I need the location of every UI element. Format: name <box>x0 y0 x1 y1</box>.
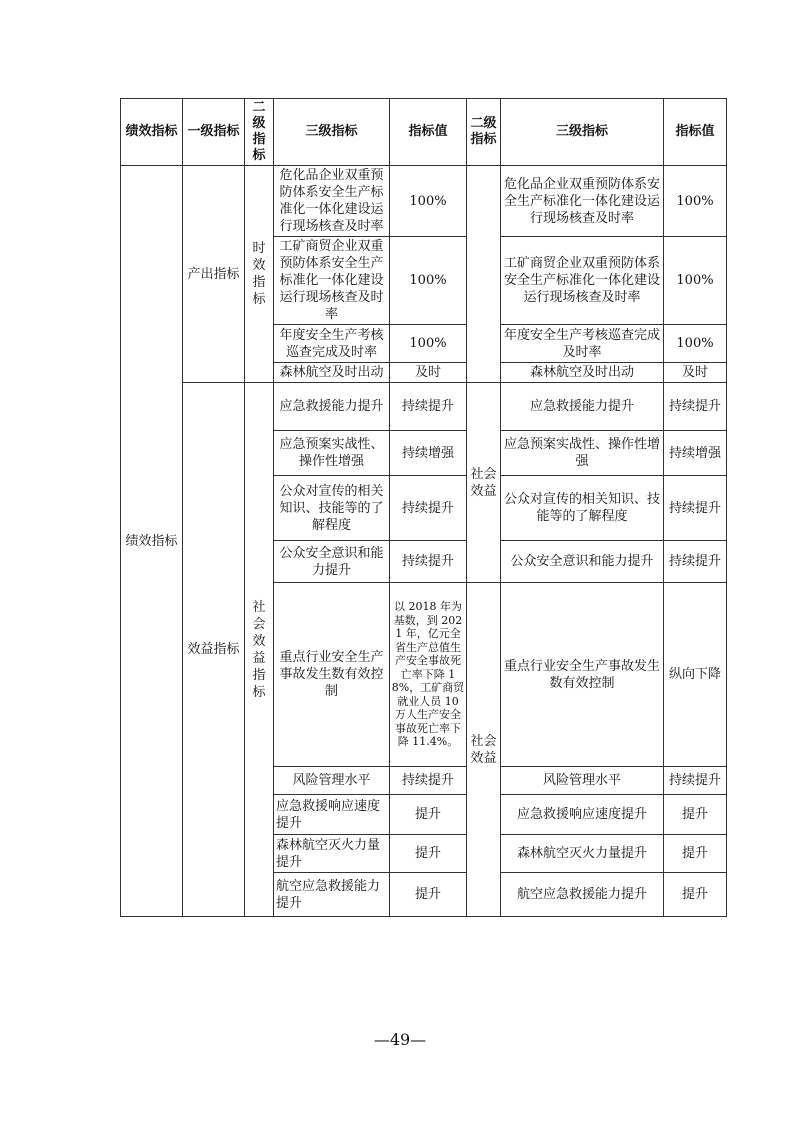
level3-name-cell: 年度安全生产考核巡查完成及时率 <box>274 325 390 363</box>
level3-name-cell: 风险管理水平 <box>274 767 390 795</box>
indicator-value-cell-right: 持续增强 <box>664 431 727 476</box>
header-indicator-value: 指标值 <box>390 99 467 166</box>
indicator-value-cell: 持续提升 <box>390 767 467 795</box>
indicator-value-cell-right: 持续提升 <box>664 383 727 431</box>
timeliness-indicator-cell: 时效指标 <box>245 166 274 383</box>
indicator-value-cell-right: 持续提升 <box>664 541 727 583</box>
level3-name-cell: 应急预案实战性、操作性增强 <box>274 431 390 476</box>
level3-name-cell: 公众安全意识和能力提升 <box>274 541 390 583</box>
social-benefit-indicator-cell: 社会效益指标 <box>245 383 274 917</box>
level3-name-cell-right: 应急救援响应速度提升 <box>501 795 664 835</box>
indicator-value-cell-right: 100% <box>664 237 727 325</box>
output-indicator-cell: 产出指标 <box>183 166 245 383</box>
page-number: —49— <box>373 1030 427 1049</box>
level3-name-cell: 重点行业安全生产事故发生数有效控制 <box>274 583 390 767</box>
performance-indicator-table <box>120 98 727 917</box>
level3-name-cell-right: 公众对宣传的相关知识、技能等的了解程度 <box>501 476 664 541</box>
header-level2-indicator: 二级指标 <box>245 99 274 166</box>
header-level2-indicator-right: 二级指标 <box>467 99 501 166</box>
level3-name-cell-right: 应急预案实战性、操作性增强 <box>501 431 664 476</box>
indicator-value-cell-right: 提升 <box>664 835 727 873</box>
level3-name-cell-right: 年度安全生产考核巡查完成及时率 <box>501 325 664 363</box>
table-row <box>121 383 727 431</box>
header-level3-indicator: 三级指标 <box>274 99 390 166</box>
indicator-value-cell: 持续提升 <box>390 383 467 431</box>
indicator-value-cell-right: 持续提升 <box>664 767 727 795</box>
level3-name-cell-right: 森林航空灭火力量提升 <box>501 835 664 873</box>
level3-name-cell-right: 工矿商贸企业双重预防体系安全生产标准化一体化建设运行现场核查及时率 <box>501 237 664 325</box>
indicator-value-cell: 持续提升 <box>390 476 467 541</box>
level3-name-cell: 公众对宣传的相关知识、技能等的了解程度 <box>274 476 390 541</box>
indicator-value-cell: 提升 <box>390 795 467 835</box>
indicator-value-cell-right: 提升 <box>664 795 727 835</box>
level3-name-cell-right: 公众安全意识和能力提升 <box>501 541 664 583</box>
performance-indicator-cell: 绩效指标 <box>121 166 183 917</box>
empty-level2-cell <box>467 166 501 383</box>
header-level3-indicator-right: 三级指标 <box>501 99 664 166</box>
social-benefit-cell-right-a: 社会效益 <box>467 383 501 583</box>
indicator-value-cell: 提升 <box>390 873 467 917</box>
header-performance-indicator: 绩效指标 <box>121 99 183 166</box>
level3-name-cell: 森林航空灭火力量提升 <box>274 835 390 873</box>
indicator-value-cell: 100% <box>390 325 467 363</box>
indicator-value-cell: 100% <box>390 166 467 237</box>
table-header-row <box>121 99 727 166</box>
table-row <box>121 166 727 237</box>
social-benefit-cell-right-b: 社会效益 <box>467 583 501 917</box>
indicator-value-cell-right: 100% <box>664 166 727 237</box>
indicator-value-cell: 提升 <box>390 835 467 873</box>
level3-name-cell: 应急救援能力提升 <box>274 383 390 431</box>
indicator-value-cell-right: 提升 <box>664 873 727 917</box>
header-level1-indicator: 一级指标 <box>183 99 245 166</box>
benefit-indicator-cell: 效益指标 <box>183 383 245 917</box>
indicator-value-cell-right: 持续提升 <box>664 476 727 541</box>
indicator-value-cell: 100% <box>390 237 467 325</box>
level3-name-cell-right: 危化品企业双重预防体系安全生产标准化一体化建设运行现场核查及时率 <box>501 166 664 237</box>
level3-name-cell: 森林航空及时出动 <box>274 363 390 383</box>
level3-name-cell-right: 风险管理水平 <box>501 767 664 795</box>
level3-name-cell: 工矿商贸企业双重预防体系安全生产标准化一体化建设运行现场核查及时率 <box>274 237 390 325</box>
level3-name-cell-right: 应急救援能力提升 <box>501 383 664 431</box>
indicator-value-cell-right: 100% <box>664 325 727 363</box>
indicator-value-cell: 以 2018 年为基数，到 2021 年，亿元全省生产总值生产安全事故死亡率下降 18%，工矿商贸就业人员 10 万人生产安全事故死亡率下降 11.4%。 <box>390 583 467 767</box>
level3-name-cell: 应急救援响应速度提升 <box>274 795 390 835</box>
indicator-value-cell: 及时 <box>390 363 467 383</box>
level3-name-cell-right: 航空应急救援能力提升 <box>501 873 664 917</box>
indicator-value-cell-right: 纵向下降 <box>664 583 727 767</box>
level3-name-cell: 航空应急救援能力提升 <box>274 873 390 917</box>
level3-name-cell: 危化品企业双重预防体系安全生产标准化一体化建设运行现场核查及时率 <box>274 166 390 237</box>
indicator-value-cell: 持续提升 <box>390 541 467 583</box>
level3-name-cell-right: 森林航空及时出动 <box>501 363 664 383</box>
indicator-value-cell-right: 及时 <box>664 363 727 383</box>
indicator-value-cell: 持续增强 <box>390 431 467 476</box>
level3-name-cell-right: 重点行业安全生产事故发生数有效控制 <box>501 583 664 767</box>
header-indicator-value-right: 指标值 <box>664 99 727 166</box>
